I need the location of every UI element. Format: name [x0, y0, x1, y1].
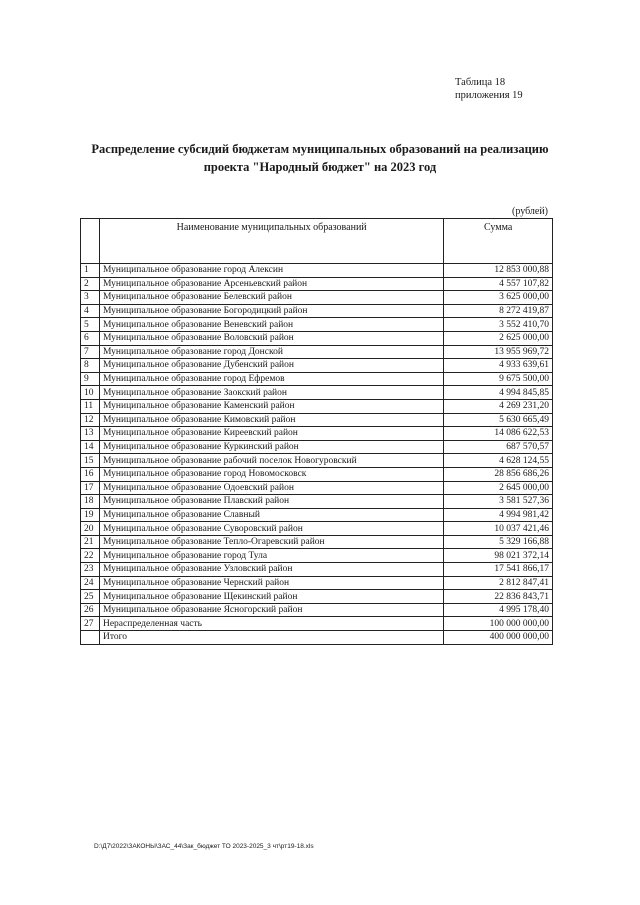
row-sum: 4 994 845,85 [444, 386, 553, 400]
table-row [81, 318, 553, 332]
row-number [81, 631, 100, 645]
row-sum: 4 628 124,55 [444, 454, 553, 468]
table-row [81, 264, 553, 278]
header-sum-cell: Сумма [444, 219, 553, 264]
row-name: Муниципальное образование Киреевский район [99, 427, 443, 441]
row-name: Муниципальное образование Щекинский район [99, 590, 443, 604]
row-number: 26 [81, 603, 100, 617]
row-name: Муниципальное образование Богородицкий район [99, 304, 443, 318]
row-sum: 22 836 843,71 [444, 590, 553, 604]
row-sum: 3 625 000,00 [444, 291, 553, 305]
document-title [70, 140, 570, 176]
row-sum: 13 955 969,72 [444, 345, 553, 359]
row-name: Муниципальное образование Суворовский район [99, 522, 443, 536]
row-name: Муниципальное образование город Алексин [99, 264, 443, 278]
subsidy-table [80, 218, 553, 645]
table-row [81, 399, 553, 413]
units-label: (рублей) [512, 206, 549, 217]
row-name: Муниципальное образование Веневский район [99, 318, 443, 332]
header-name-cell: Наименование муниципальных образований [99, 219, 443, 264]
row-sum: 28 856 686,26 [444, 467, 553, 481]
table-row [81, 345, 553, 359]
row-sum: 2 645 000,00 [444, 481, 553, 495]
row-name: Итого [99, 631, 443, 645]
row-name: Муниципальное образование Куркинский район [99, 440, 443, 454]
row-sum: 98 021 372,14 [444, 549, 553, 563]
row-name: Муниципальное образование Белевский район [99, 291, 443, 305]
row-name: Муниципальное образование Узловский район [99, 563, 443, 577]
row-name: Муниципальное образование рабочий поселок Новогуровский [99, 454, 443, 468]
row-number: 27 [81, 617, 100, 631]
row-name: Муниципальное образование Каменский район [99, 399, 443, 413]
file-path-footer: D:\Д7\2022\ЗАКОНЫ\ЗАС_44\Зак_бюджет ТО 2023-2025_3 чт\рт19-18.xls [94, 843, 314, 850]
row-number: 13 [81, 427, 100, 441]
row-number: 8 [81, 359, 100, 373]
row-number: 14 [81, 440, 100, 454]
row-number: 21 [81, 535, 100, 549]
table-row [81, 454, 553, 468]
table-number: Таблица 18 [455, 77, 506, 88]
row-name: Муниципальное образование Арсеньевский район [99, 277, 443, 291]
row-number: 9 [81, 372, 100, 386]
row-number: 2 [81, 277, 100, 291]
row-sum: 14 086 622,53 [444, 427, 553, 441]
row-number: 1 [81, 264, 100, 278]
row-name: Муниципальное образование Заокский район [99, 386, 443, 400]
total-row [81, 631, 553, 645]
row-number: 4 [81, 304, 100, 318]
table-row [81, 481, 553, 495]
row-name: Муниципальное образование Кимовский район [99, 413, 443, 427]
row-name: Муниципальное образование Ясногорский район [99, 603, 443, 617]
table-row [81, 291, 553, 305]
row-sum: 100 000 000,00 [444, 617, 553, 631]
row-sum: 17 541 866,17 [444, 563, 553, 577]
table-row [81, 603, 553, 617]
table-row [81, 495, 553, 509]
table-header-row [81, 219, 553, 264]
table-row [81, 372, 553, 386]
row-sum: 3 581 527,36 [444, 495, 553, 509]
row-sum: 4 269 231,20 [444, 399, 553, 413]
row-sum: 4 557 107,82 [444, 277, 553, 291]
row-number: 7 [81, 345, 100, 359]
row-number: 24 [81, 576, 100, 590]
row-sum: 687 570,57 [444, 440, 553, 454]
table-row [81, 427, 553, 441]
table-row [81, 331, 553, 345]
table-row [81, 359, 553, 373]
row-sum: 2 625 000,00 [444, 331, 553, 345]
row-sum: 10 037 421,46 [444, 522, 553, 536]
row-sum: 400 000 000,00 [444, 631, 553, 645]
row-name: Муниципальное образование город Ефремов [99, 372, 443, 386]
row-number: 18 [81, 495, 100, 509]
table-row [81, 549, 553, 563]
table-row [81, 617, 553, 631]
row-sum: 5 630 665,49 [444, 413, 553, 427]
row-number: 22 [81, 549, 100, 563]
row-number: 23 [81, 563, 100, 577]
row-name: Муниципальное образование город Донской [99, 345, 443, 359]
row-sum: 4 995 178,40 [444, 603, 553, 617]
table-row [81, 277, 553, 291]
row-number: 19 [81, 508, 100, 522]
row-sum: 4 994 981,42 [444, 508, 553, 522]
row-number: 17 [81, 481, 100, 495]
row-number: 5 [81, 318, 100, 332]
row-name: Муниципальное образование город Новомосковск [99, 467, 443, 481]
table-row [81, 386, 553, 400]
row-sum: 4 933 639,61 [444, 359, 553, 373]
row-number: 25 [81, 590, 100, 604]
row-number: 6 [81, 331, 100, 345]
title-line-2: проекта "Народный бюджет" на 2023 год [203, 160, 437, 174]
row-name: Муниципальное образование Воловский район [99, 331, 443, 345]
table-row [81, 413, 553, 427]
table-reference [455, 76, 523, 102]
header-number-cell [81, 219, 100, 264]
row-number: 11 [81, 399, 100, 413]
row-sum: 5 329 166,88 [444, 535, 553, 549]
table-row [81, 508, 553, 522]
row-number: 12 [81, 413, 100, 427]
row-number: 3 [81, 291, 100, 305]
row-name: Муниципальное образование Одоевский район [99, 481, 443, 495]
table-row [81, 522, 553, 536]
table-row [81, 590, 553, 604]
row-number: 20 [81, 522, 100, 536]
table-row [81, 576, 553, 590]
row-name: Муниципальное образование Чернский район [99, 576, 443, 590]
row-name: Муниципальное образование Дубенский район [99, 359, 443, 373]
table-row [81, 535, 553, 549]
row-sum: 8 272 419,87 [444, 304, 553, 318]
row-name: Муниципальное образование город Тула [99, 549, 443, 563]
table-row [81, 563, 553, 577]
title-line-1: Распределение субсидий бюджетам муниципальных образований на реализацию [91, 142, 549, 156]
appendix-number: приложения 19 [455, 90, 523, 101]
table-row [81, 467, 553, 481]
row-number: 16 [81, 467, 100, 481]
row-name: Муниципальное образование Тепло-Огаревский район [99, 535, 443, 549]
row-sum: 12 853 000,88 [444, 264, 553, 278]
row-name: Нераспределенная часть [99, 617, 443, 631]
row-number: 10 [81, 386, 100, 400]
row-sum: 3 552 410,70 [444, 318, 553, 332]
table-row [81, 304, 553, 318]
row-sum: 9 675 500,00 [444, 372, 553, 386]
row-name: Муниципальное образование Плавский район [99, 495, 443, 509]
row-name: Муниципальное образование Славный [99, 508, 443, 522]
row-sum: 2 812 847,41 [444, 576, 553, 590]
row-number: 15 [81, 454, 100, 468]
table-row [81, 440, 553, 454]
